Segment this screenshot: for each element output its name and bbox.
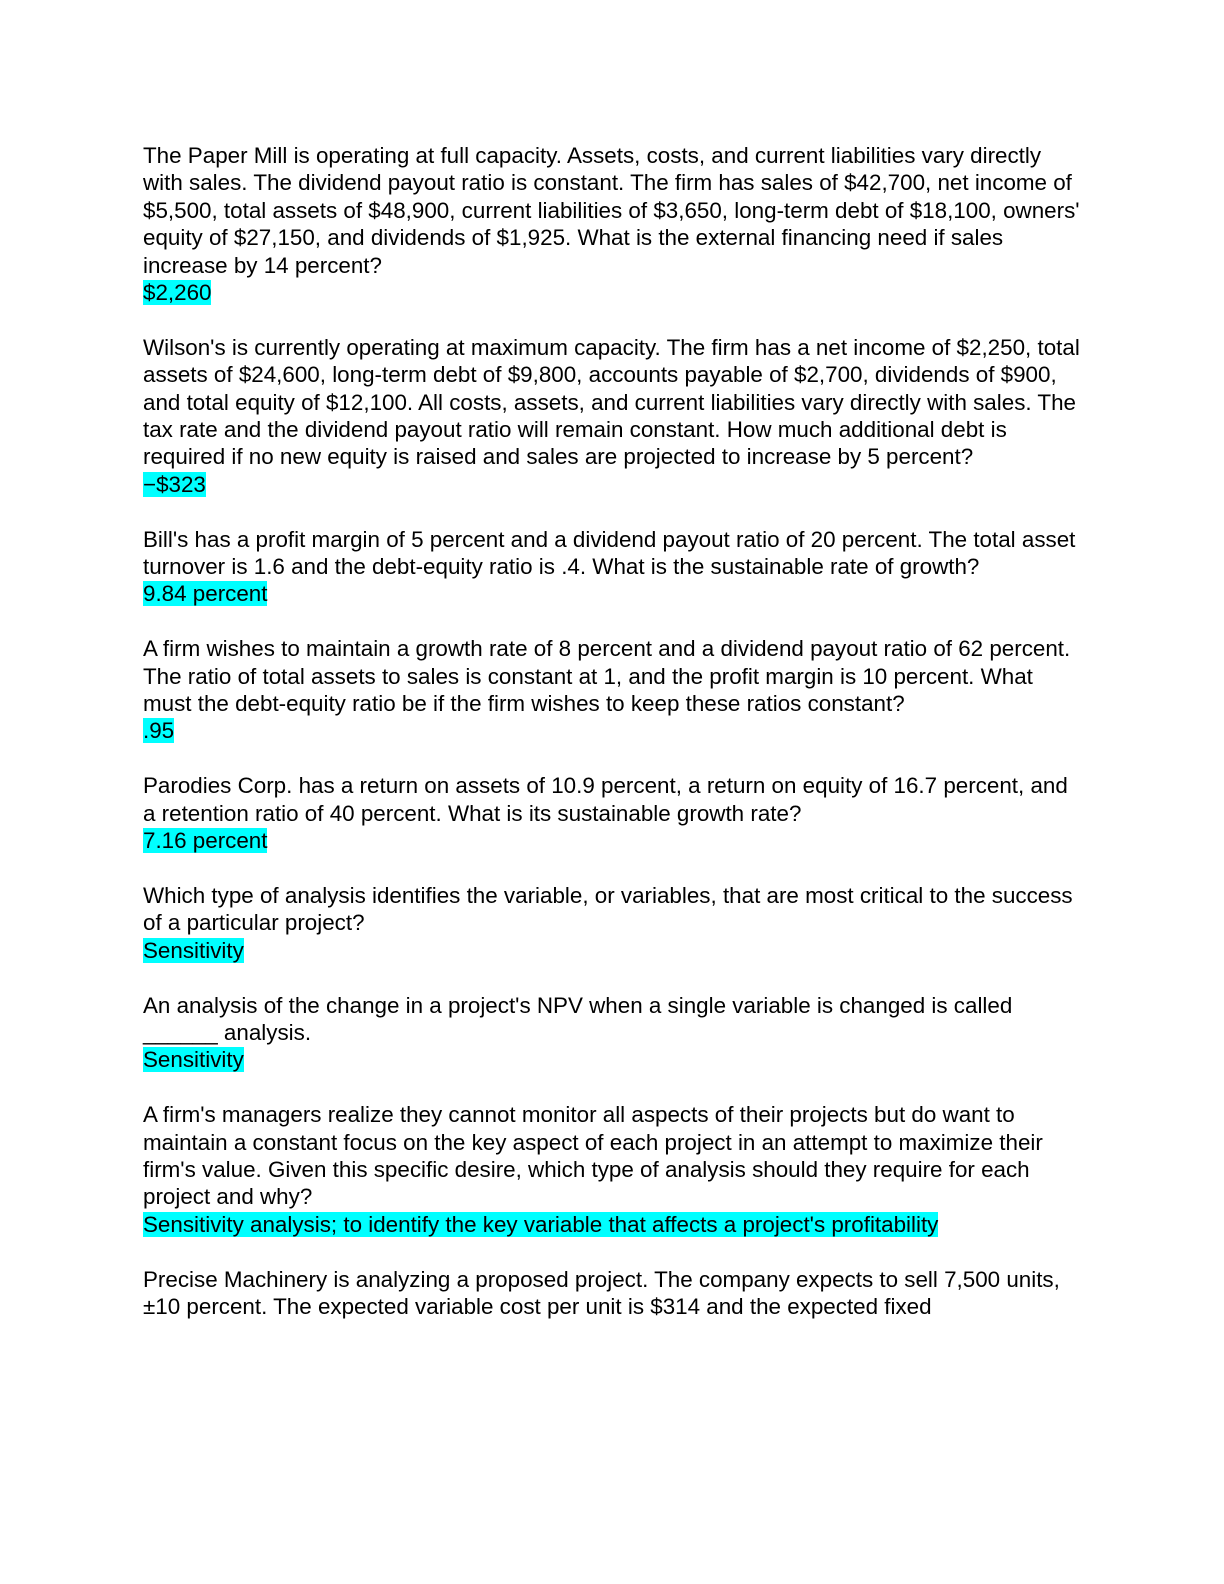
answer-text: −$323 [143,471,206,497]
answer-highlight [143,1046,1083,1073]
question-text: Which type of analysis identifies the variable, or variables, that are most critical to the success of a particular project? [143,882,1073,936]
question-block [143,334,1083,498]
answer-highlight [143,827,1083,854]
question-block [143,526,1083,608]
answer-highlight [143,717,1083,744]
answer-highlight [143,1211,1083,1238]
answer-text: Sensitivity analysis; to identify the key variable that affects a project's profitability [143,1211,939,1237]
answer-text: 9.84 percent [143,581,268,607]
answer-text: .95 [143,718,175,744]
question-text: Bill's has a profit margin of 5 percent and a dividend payout ratio of 20 percent. The total asset turnover is 1.6 and the debt-equity ratio is .4. What is the sustainable rate of growth? [143,526,1076,580]
answer-highlight [143,937,1083,964]
answer-text: Sensitivity [143,937,244,963]
document-page [143,142,1083,1348]
question-text: Parodies Corp. has a return on assets of 10.9 percent, a return on equity of 16.7 percent, and a retention ratio of 40 percent. What is its sustainable growth rate? [143,773,1068,826]
question-block [143,882,1083,964]
answer-text: Sensitivity [143,1047,244,1073]
question-text: The Paper Mill is operating at full capacity. Assets, costs, and current liabilities vary directly with sales. The dividend payout ratio is constant. The firm has sales of $42,700, net income of $5,500, total assets of $48,900, current liabilities of $3,650, long-term debt of $18,100, owners' equity of $27,150, and dividends of $1,925. What is the external financing need if sales increase by 14 percent? [143,143,1080,278]
answer-text: 7.16 percent [143,828,268,854]
question-text: A firm's managers realize they cannot monitor all aspects of their projects but do want to maintain a constant focus on the key aspect of each project in an attempt to maximize their firm's value. Given this specific desire, which type of analysis should they require for each project and why? [143,1102,1043,1210]
question-block [143,1101,1083,1238]
question-block [143,992,1083,1074]
question-text: A firm wishes to maintain a growth rate of 8 percent and a dividend payout ratio of 62 percent. The ratio of total assets to sales is constant at 1, and the profit margin is 10 percent. What must the debt-equity ratio be if the firm wishes to keep these ratios constant? [143,636,1071,717]
answer-text: $2,260 [143,280,212,306]
question-text: Wilson's is currently operating at maximum capacity. The firm has a net income of $2,250, total assets of $24,600, long-term debt of $9,800, accounts payable of $2,700, dividends of $900, and total equity of $12,100. All costs, assets, and current liabilities vary directly with sales. The tax rate and the dividend payout ratio will remain constant. How much additional debt is required if no new equity is raised and sales are projected to increase by 5 percent? [143,334,1080,470]
question-block [143,772,1083,854]
question-block [143,1266,1083,1321]
question-text-truncated: Precise Machinery is analyzing a proposed project. The company expects to sell 7,500 units, ±10 percent. The expected variable cost per unit is $314 and the expected fixed [143,1266,1060,1319]
answer-highlight [143,471,1083,498]
question-block [143,142,1083,306]
answer-highlight [143,580,1083,607]
question-block [143,635,1083,745]
answer-highlight [143,279,1083,306]
question-text: An analysis of the change in a project's NPV when a single variable is changed is called ______ analysis. [143,992,1013,1045]
